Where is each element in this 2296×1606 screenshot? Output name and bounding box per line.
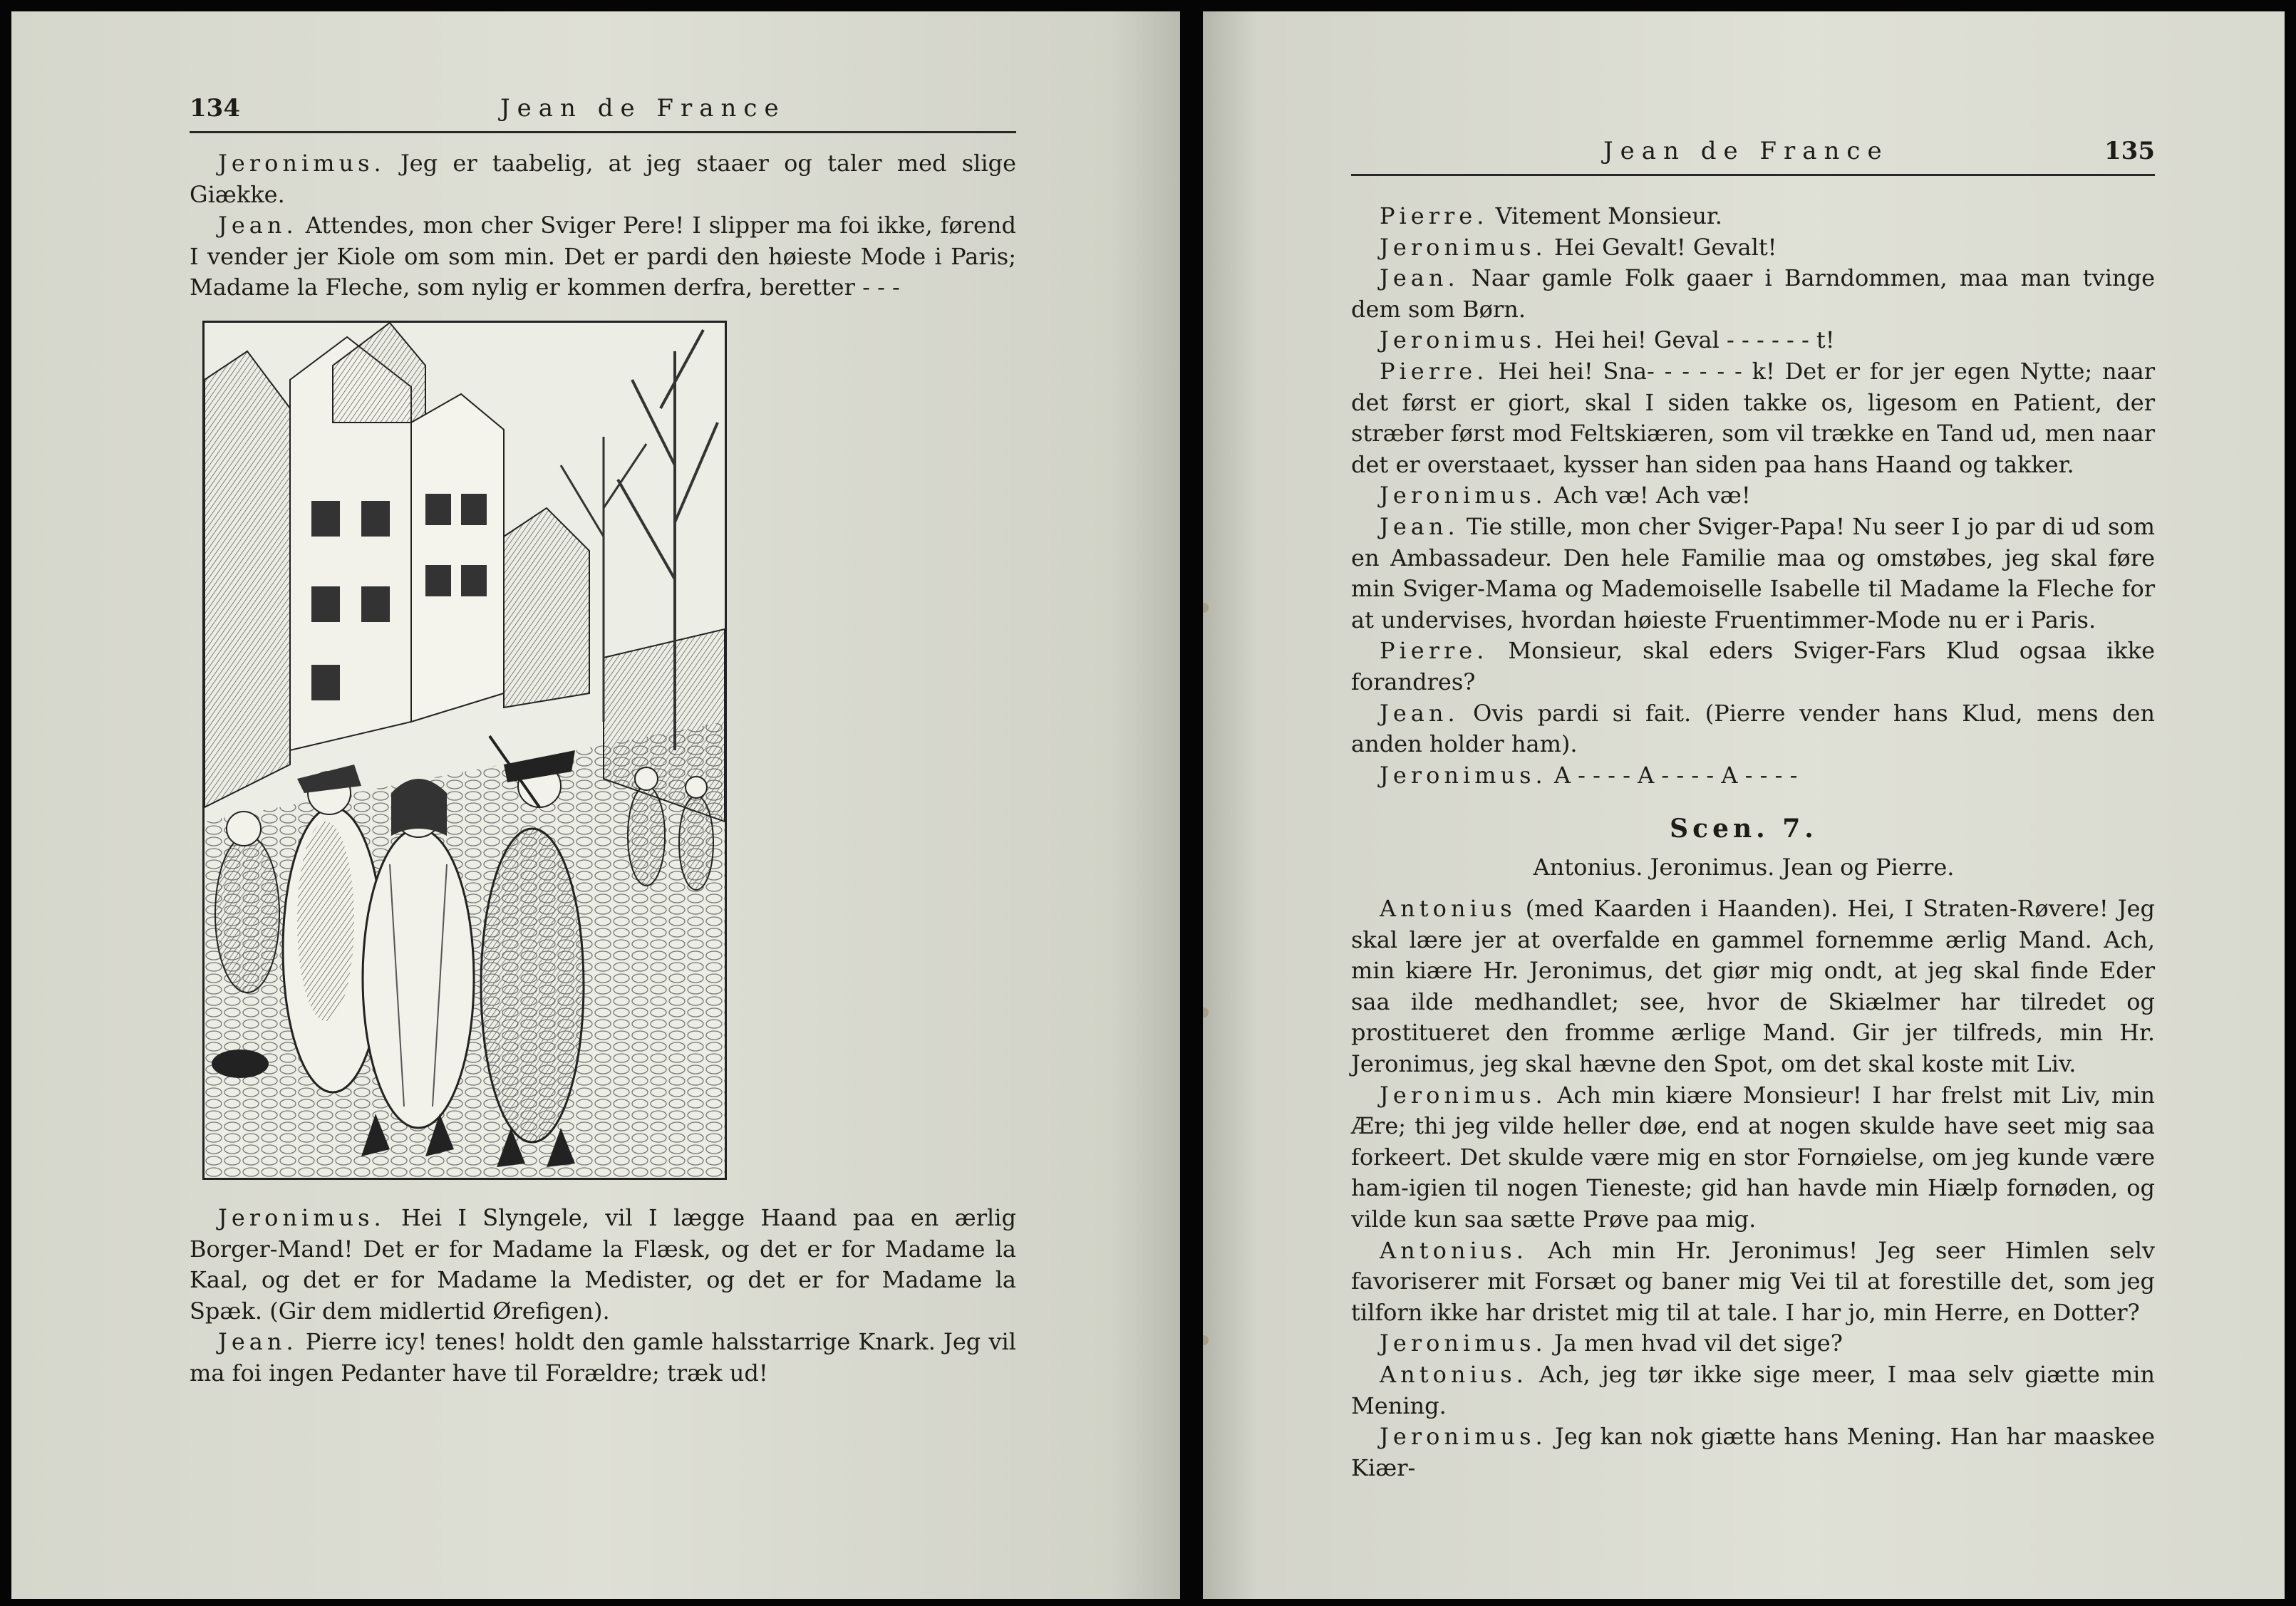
speech-text: Ach min Hr. Jeronimus! Jeg seer Himlen selv favoriserer mit Forsæt og baner mig Vei til at forestille det, som jeg tilforn ikke har dristet mig til at tale. I har jo, min Herre, en Dotter? (1351, 1236, 2156, 1326)
speaker-name: Jeronimus. (1380, 1423, 1547, 1451)
running-title: Jean de France (500, 94, 786, 123)
speech-paragraph (1351, 698, 2155, 760)
speech-text: (med Kaarden i Haanden). Hei, I Straten-Røvere! Jeg skal lære jer at overfalde en gammel fornemme ærlig Mand. Ach, min kiære Hr. Jeronimus, det giør mig ondt, at jeg skal finde Eder saa ilde medhandlet; see, hvor de Skiælmer har tilredet og prostitueret den fromme ærlige Mand. Gir jer tilfreds, min Hr. Jeronimus, jeg skal hævne den Spot, om det skal koste mit Liv. (1351, 895, 2156, 1077)
speaker-name: Jeronimus. (1380, 233, 1547, 261)
speech-paragraph (1351, 325, 2155, 356)
speech-paragraph (1351, 480, 2155, 512)
speech-paragraph (1351, 636, 2155, 698)
right-page (1203, 11, 2285, 1599)
speech-text: Ach væ! Ach væ! (1553, 482, 1751, 509)
right-text-after-scene (1351, 893, 2155, 1483)
speech-text: Hei hei! Sna‐ ‐ ‐ ‐ ‐ ‐ k! Det er for jer egen Nytte; naar det først er giort, skal I siden takke os, ligesom en Patient, der stræber først mod Feltskiæren, som vil trække en Tand ud, men naar det er overstaaet, kysser han siden paa hans Haand og takker. (1351, 357, 2156, 478)
speech-paragraph (1351, 760, 2155, 792)
speech-text: Ach, jeg tør ikke sige meer, I maa selv giætte min Mening. (1351, 1360, 2156, 1419)
speech-paragraph (190, 1327, 1016, 1389)
speaker-name: Antonius. (1380, 1360, 1528, 1388)
speech-paragraph (1351, 1421, 2155, 1483)
speech-text: Vitement Monsieur. (1495, 202, 1722, 229)
left-bottom-text (190, 1203, 1016, 1389)
street-scene-illustration (202, 321, 727, 1180)
speech-paragraph (190, 210, 1016, 304)
speech-text: Ja men hvad vil det sige? (1553, 1330, 1843, 1357)
speech-paragraph (190, 148, 1016, 210)
right-text-before-scene (1351, 201, 2155, 791)
speaker-name: Jean. (218, 1328, 298, 1356)
speaker-name: Jeronimus. (1380, 482, 1547, 509)
speech-text: Ach min kiære Monsieur! I har frelst mit Liv, min Ære; thi jeg vilde heller døe, end at nogen skulde have seet mig saa forkeert. Det skulde være mig en stor Fornøielse, om jeg kunde være ham-igien til nogen Tieneste; gid han havde min Hiælp fornøden, og vilde kun saa sætte Prøve paa mig. (1351, 1081, 2156, 1233)
speech-text: Tie stille, mon cher Sviger-Papa! Nu seer I jo par di ud som en Ambassadeur. Den hele Familie maa og omstøbes, jeg skal føre min Sviger-Mama og Mademoiselle Isabelle til Madame la Fleche for at undervises, hvordan høieste Fruentimmer-Mode nu er i Paris. (1351, 512, 2156, 633)
speaker-name: Jeronimus. (1380, 761, 1547, 789)
speech-paragraph (190, 1203, 1016, 1327)
speaker-name: Jeronimus. (1380, 1330, 1547, 1357)
speech-paragraph (1351, 201, 2155, 232)
speech-paragraph (1351, 1328, 2155, 1359)
left-page (11, 11, 1180, 1599)
speech-paragraph (1351, 1359, 2155, 1421)
speaker-name: Jeronimus. (218, 150, 386, 177)
scene-heading: Scen. 7. (1670, 814, 1818, 844)
speaker-name: Jeronimus. (218, 1204, 386, 1231)
left-top-text (190, 148, 1016, 304)
speech-text: Hei Gevalt! Gevalt! (1553, 233, 1777, 261)
speech-text: Naar gamle Folk gaaer i Barndommen, maa man tvinge dem som Børn. (1351, 264, 2156, 323)
speaker-name: Pierre. (1380, 637, 1489, 665)
speech-paragraph (1351, 1235, 2155, 1329)
speech-text: Monsieur, skal eders Sviger-Fars Klud ogsaa ikke forandres? (1351, 637, 2156, 695)
speech-text: A ‐ ‐ ‐ ‐ A ‐ ‐ ‐ ‐ A ‐ ‐ ‐ ‐ (1553, 761, 1798, 789)
speech-paragraph (1351, 893, 2155, 1080)
speaker-name: Antonius. (1380, 1236, 1528, 1264)
speaker-name: Antonius (1380, 895, 1516, 922)
speaker-name: Jeronimus. (1380, 1081, 1547, 1109)
speech-paragraph (1351, 1080, 2155, 1235)
page-number: 135 (2104, 137, 2155, 165)
engraving-image (205, 323, 725, 1178)
speech-paragraph (1351, 263, 2155, 325)
binding-hole (1203, 1007, 1209, 1017)
left-running-head (190, 94, 1016, 133)
speaker-name: Pierre. (1380, 202, 1489, 229)
speaker-name: Jean. (1380, 699, 1459, 727)
speaker-name: Jeronimus. (1380, 326, 1547, 354)
speech-text: Hei I Slyngele, vil I lægge Haand paa en ærlig Borger-Mand! Det er for Madame la Flæsk, og det er for Madame la Kaal, og det er for Madame la Medister, og det er for Madame la Spæk. (Gir dem midlertid Ørefigen). (190, 1204, 1017, 1325)
speech-paragraph (1351, 512, 2155, 636)
right-running-head (1351, 137, 2155, 176)
speech-text: Jeg kan nok giætte hans Mening. Han har maaskee Kiær- (1351, 1423, 2156, 1481)
scene-characters: Antonius. Jeronimus. Jean og Pierre. (1533, 854, 1955, 881)
speaker-name: Pierre. (1380, 357, 1489, 385)
page-number: 134 (190, 94, 240, 123)
speaker-name: Jean. (218, 212, 298, 239)
speech-text: Jeg er taabelig, at jeg staaer og taler med slige Giække. (190, 150, 1017, 208)
running-title: Jean de France (1603, 137, 1889, 165)
speech-text: Hei hei! Geval ‐ ‐ ‐ ‐ ‐ ‐ t! (1553, 326, 1835, 354)
speech-paragraph (1351, 356, 2155, 480)
speech-text: Attendes, mon cher Sviger Pere! I slipper ma foi ikke, førend I vender jer Kiole om som min. Det er pardi den høieste Mode i Paris; Madame la Fleche, som nylig er kommen derfra, beretter ‐ ‐ ‐ (190, 212, 1017, 301)
binding-hole (1203, 1335, 1209, 1345)
speaker-name: Jean. (1380, 264, 1459, 292)
binding-hole (1203, 603, 1209, 613)
speech-text: Ovis pardi si fait. (Pierre vender hans Klud, mens den anden holder ham). (1351, 699, 2156, 758)
speaker-name: Jean. (1380, 512, 1459, 540)
speech-paragraph (1351, 232, 2155, 264)
speech-text: Pierre icy! tenes! holdt den gamle halsstarrige Knark. Jeg vil ma foi ingen Pedanter have til Forældre; træk ud! (190, 1328, 1017, 1387)
